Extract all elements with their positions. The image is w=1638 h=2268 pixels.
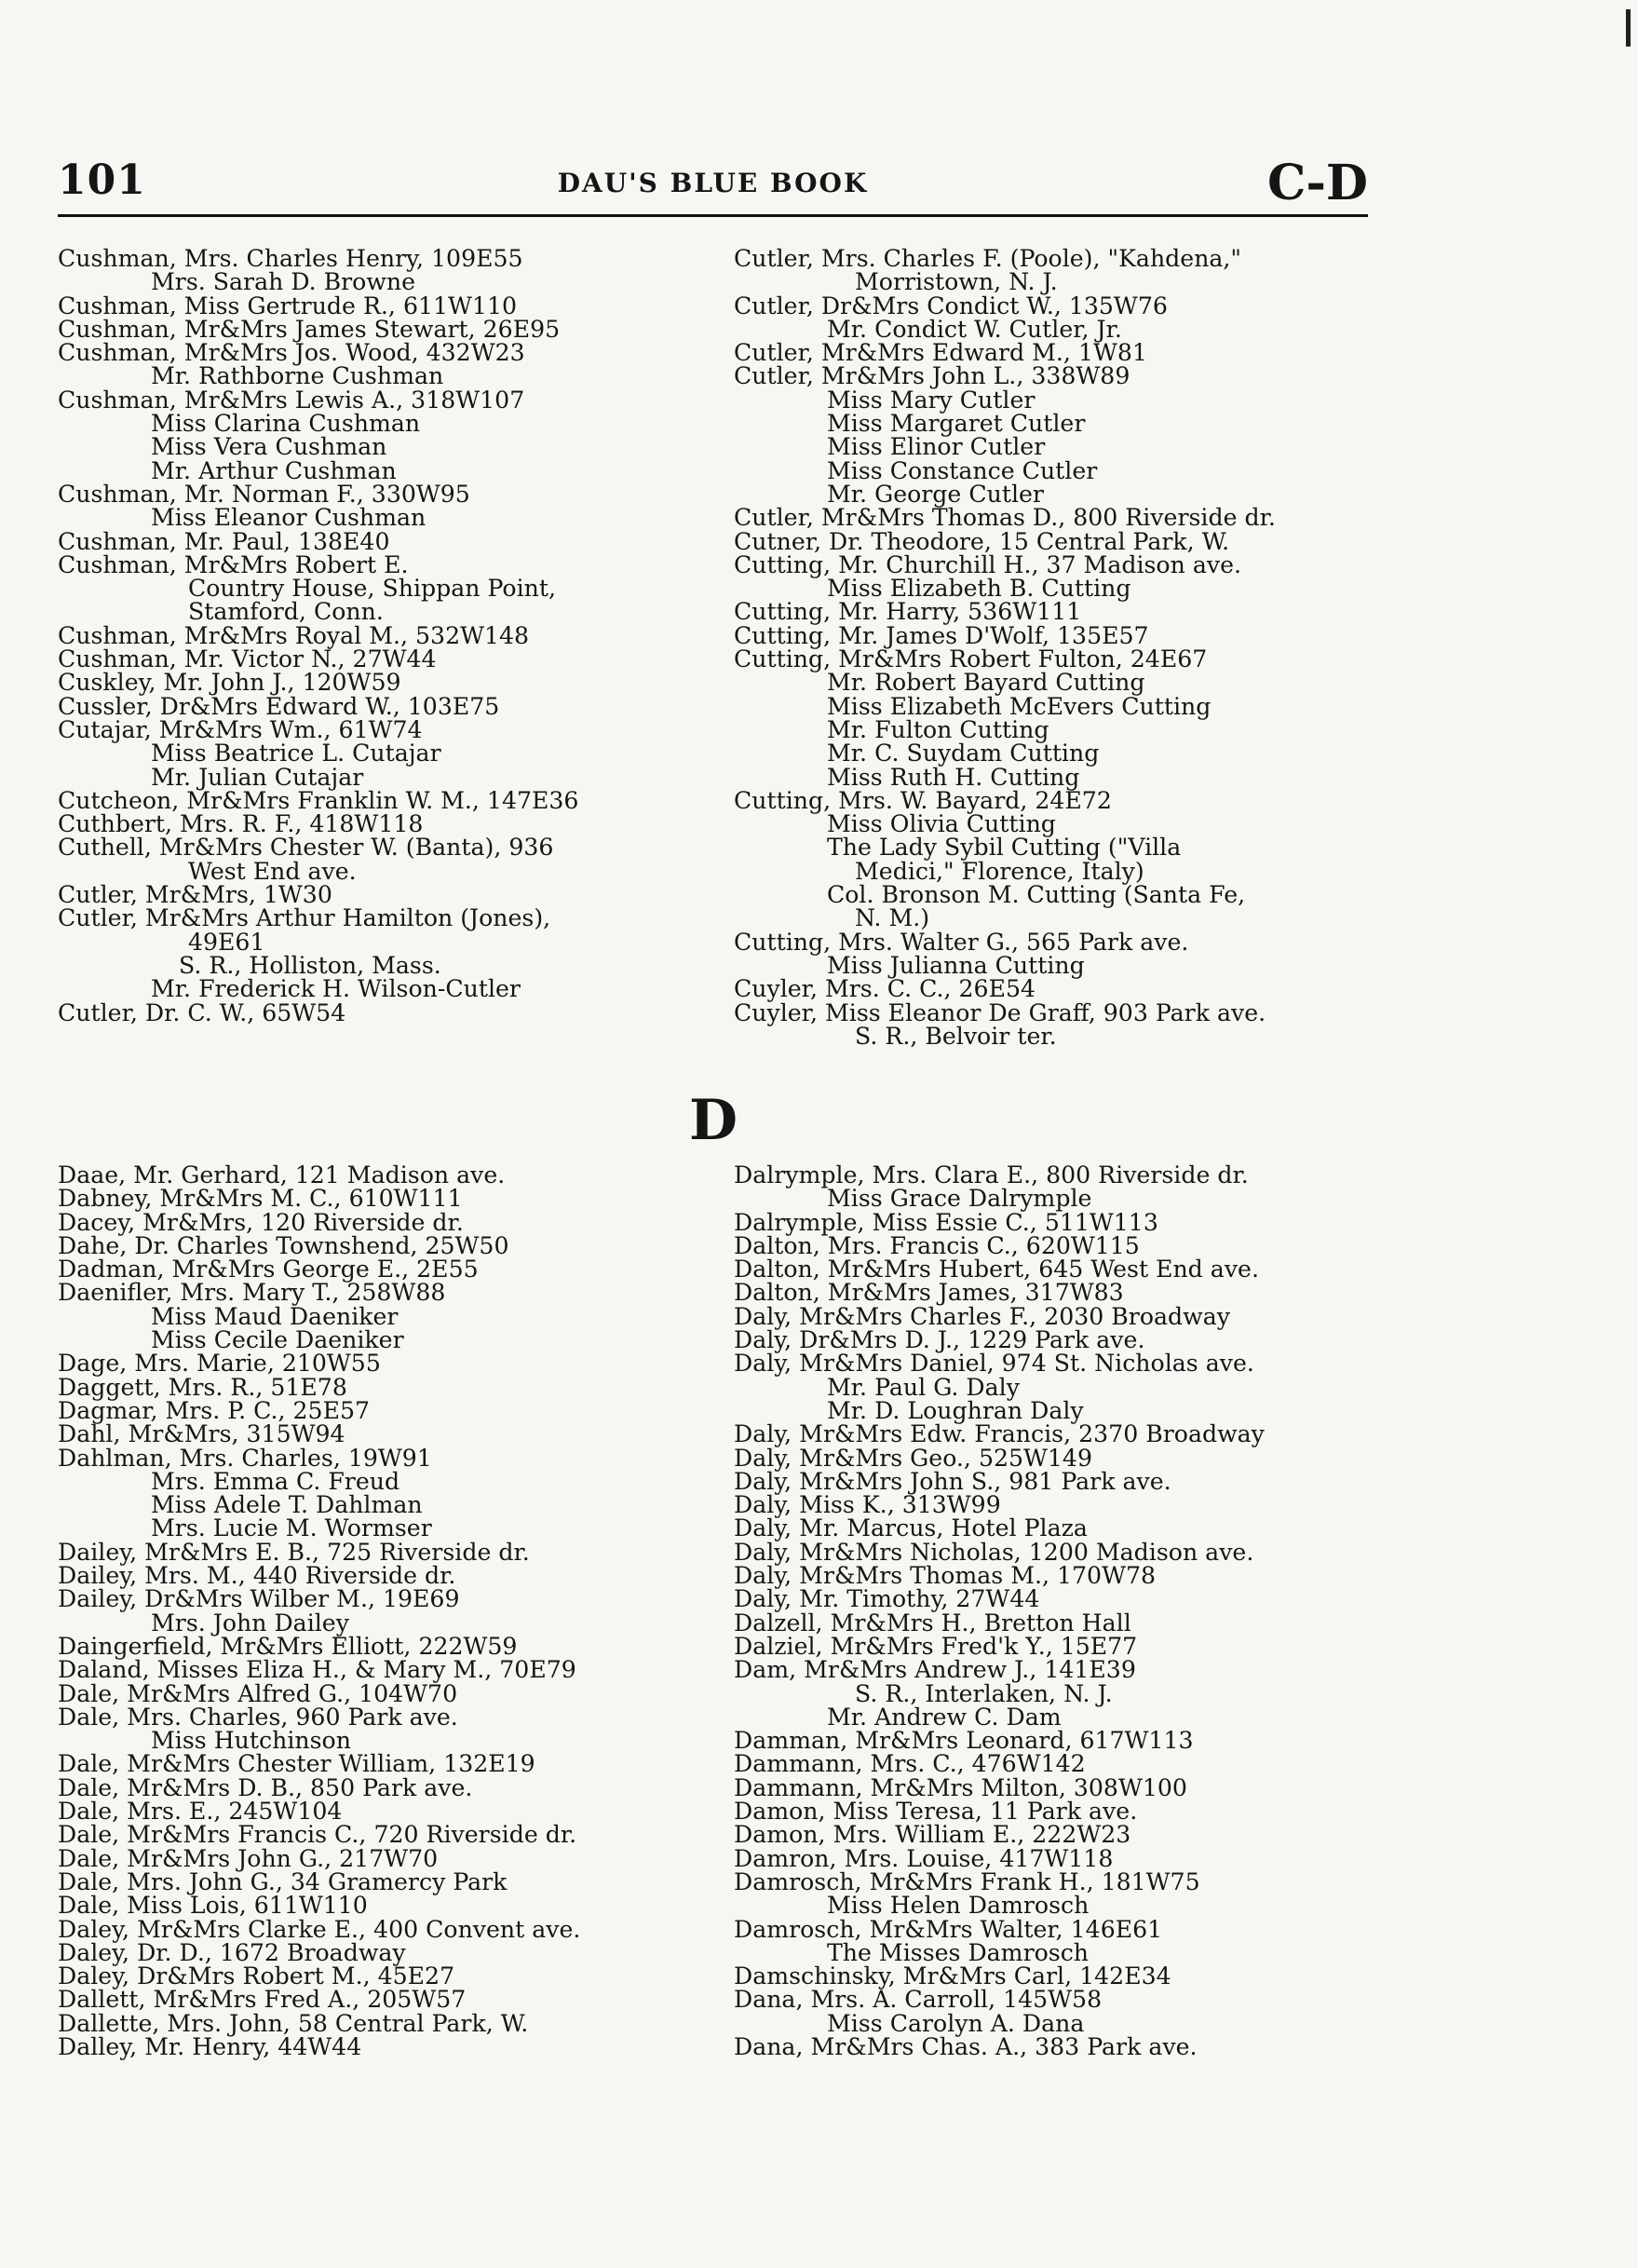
directory-entry: Cutler, Mr&Mrs Edward M., 1W81 — [734, 339, 1147, 367]
directory-entry: Daly, Dr&Mrs D. J., 1229 Park ave. — [734, 1326, 1145, 1354]
directory-entry: Daly, Mr&Mrs Daniel, 974 St. Nicholas ave. — [734, 1350, 1254, 1378]
directory-entry: Dale, Miss Lois, 611W110 — [58, 1892, 368, 1920]
directory-entry: Daley, Dr&Mrs Robert M., 45E27 — [58, 1962, 455, 1990]
directory-subentry: Morristown, N. J. — [855, 268, 1058, 296]
column-c-left — [58, 247, 700, 1025]
directory-entry: Dallett, Mr&Mrs Fred A., 205W57 — [58, 1986, 467, 2014]
directory-entry: Dalton, Mr&Mrs James, 317W83 — [734, 1279, 1124, 1307]
directory-subentry: Miss Clarina Cushman — [151, 410, 421, 438]
directory-subentry: Miss Helen Damrosch — [827, 1892, 1090, 1920]
directory-entry: Dale, Mr&Mrs Alfred G., 104W70 — [58, 1679, 458, 1707]
directory-entry: Dalrymple, Miss Essie C., 511W113 — [734, 1208, 1158, 1236]
directory-entry: Dale, Mr&Mrs John G., 217W70 — [58, 1844, 439, 1872]
directory-subentry: Miss Cecile Daeniker — [151, 1326, 404, 1354]
directory-entry: Cutting, Mr. Churchill H., 37 Madison ave. — [734, 550, 1241, 578]
directory-subentry: Mr. George Cutler — [827, 480, 1044, 508]
directory-subentry: Mr. Arthur Cushman — [151, 456, 397, 484]
directory-entry: Daland, Misses Eliza H., & Mary M., 70E79 — [58, 1656, 576, 1684]
directory-entry: Cushman, Mr. Norman F., 330W95 — [58, 480, 470, 508]
scan-edge-mark — [1626, 9, 1631, 47]
directory-entry: Daley, Dr. D., 1672 Broadway — [58, 1938, 406, 1966]
directory-subentry: The Lady Sybil Cutting ("Villa — [827, 834, 1182, 862]
directory-entry: Dahl, Mr&Mrs, 315W94 — [58, 1420, 345, 1448]
directory-entry: Dahe, Dr. Charles Townshend, 25W50 — [58, 1231, 509, 1259]
directory-entry: Daley, Mr&Mrs Clarke E., 400 Convent ave. — [58, 1915, 581, 1943]
directory-subentry: Miss Ruth H. Cutting — [827, 763, 1080, 791]
directory-entry: Cuthbert, Mrs. R. F., 418W118 — [58, 810, 424, 838]
directory-entry: Dalzell, Mr&Mrs H., Bretton Hall — [734, 1609, 1131, 1636]
directory-subentry: Mr. C. Suydam Cutting — [827, 740, 1100, 767]
directory-entry: Daly, Mr&Mrs Edw. Francis, 2370 Broadway — [734, 1420, 1265, 1448]
column-d-left — [58, 1163, 700, 2058]
directory-subentry: S. R., Holliston, Mass. — [179, 951, 441, 979]
directory-entry: Dacey, Mr&Mrs, 120 Riverside dr. — [58, 1208, 464, 1236]
directory-entry: Cutting, Mrs. W. Bayard, 24E72 — [734, 786, 1112, 814]
directory-entry: Dailey, Dr&Mrs Wilber M., 19E69 — [58, 1585, 460, 1613]
directory-entry: Cussler, Dr&Mrs Edward W., 103E75 — [58, 692, 500, 720]
page-header — [58, 156, 1368, 212]
directory-entry: Daly, Mr. Marcus, Hotel Plaza — [734, 1514, 1088, 1542]
directory-subentry: Miss Beatrice L. Cutajar — [151, 740, 441, 767]
directory-subentry: Mr. Julian Cutajar — [151, 763, 364, 791]
directory-entry: Dalrymple, Mrs. Clara E., 800 Riverside dr. — [734, 1161, 1249, 1188]
directory-entry: Cushman, Miss Gertrude R., 611W110 — [58, 292, 517, 319]
directory-entry: Daly, Mr. Timothy, 27W44 — [734, 1585, 1040, 1613]
directory-subentry: West End ave. — [188, 857, 357, 885]
column-c-right — [734, 247, 1367, 1048]
directory-subentry: Mr. Paul G. Daly — [827, 1373, 1020, 1401]
directory-entry: Cushman, Mr&Mrs Royal M., 532W148 — [58, 621, 530, 649]
directory-entry: Dammann, Mr&Mrs Milton, 308W100 — [734, 1773, 1187, 1801]
directory-subentry: The Misses Damrosch — [827, 1938, 1090, 1966]
directory-entry: Cutting, Mrs. Walter G., 565 Park ave. — [734, 928, 1189, 956]
directory-entry: Daae, Mr. Gerhard, 121 Madison ave. — [58, 1161, 506, 1188]
directory-entry: Dale, Mrs. John G., 34 Gramercy Park — [58, 1867, 508, 1895]
directory-entry: Cutler, Mr&Mrs Arthur Hamilton (Jones), — [58, 904, 551, 932]
directory-subentry: Mr. Condict W. Cutler, Jr. — [827, 315, 1122, 343]
directory-subentry: Miss Elizabeth B. Cutting — [827, 575, 1131, 603]
directory-entry: Dam, Mr&Mrs Andrew J., 141E39 — [734, 1656, 1136, 1684]
directory-entry: Daly, Miss K., 313W99 — [734, 1491, 1001, 1519]
directory-entry: Daly, Mr&Mrs Nicholas, 1200 Madison ave. — [734, 1538, 1254, 1566]
directory-entry: Cushman, Mr&Mrs James Stewart, 26E95 — [58, 315, 561, 343]
directory-subentry: S. R., Interlaken, N. J. — [855, 1679, 1113, 1707]
directory-entry: Dale, Mr&Mrs Chester William, 132E19 — [58, 1750, 535, 1778]
directory-subentry: Mrs. Lucie M. Wormser — [151, 1514, 432, 1542]
directory-subentry: Miss Hutchinson — [151, 1727, 351, 1755]
directory-entry: Dabney, Mr&Mrs M. C., 610W111 — [58, 1185, 463, 1213]
directory-entry: Cutting, Mr. James D'Wolf, 135E57 — [734, 621, 1149, 649]
directory-subentry: Miss Olivia Cutting — [827, 810, 1056, 838]
directory-entry: Daingerfield, Mr&Mrs Elliott, 222W59 — [58, 1632, 518, 1660]
directory-entry: Dana, Mr&Mrs Chas. A., 383 Park ave. — [734, 2032, 1198, 2060]
directory-entry: Cuyler, Mrs. C. C., 26E54 — [734, 975, 1036, 1003]
directory-subentry: Mrs. Emma C. Freud — [151, 1467, 400, 1495]
directory-entry: Dale, Mrs. E., 245W104 — [58, 1798, 343, 1826]
directory-entry: Dailey, Mr&Mrs E. B., 725 Riverside dr. — [58, 1538, 530, 1566]
directory-entry: Damron, Mrs. Louise, 417W118 — [734, 1844, 1114, 1872]
directory-entry: Cutler, Mr&Mrs John L., 338W89 — [734, 362, 1130, 390]
directory-entry: Dagmar, Mrs. P. C., 25E57 — [58, 1396, 371, 1424]
directory-entry: Dale, Mr&Mrs D. B., 850 Park ave. — [58, 1773, 473, 1801]
directory-entry: Cushman, Mr&Mrs Jos. Wood, 432W23 — [58, 339, 525, 367]
directory-entry: Cutajar, Mr&Mrs Wm., 61W74 — [58, 715, 423, 743]
directory-subentry: Miss Julianna Cutting — [827, 951, 1085, 979]
directory-subentry: Miss Adele T. Dahlman — [151, 1491, 423, 1519]
directory-subentry: Miss Elizabeth McEvers Cutting — [827, 692, 1212, 720]
directory-entry: Damman, Mr&Mrs Leonard, 617W113 — [734, 1727, 1194, 1755]
directory-entry: Dadman, Mr&Mrs George E., 2E55 — [58, 1256, 479, 1283]
directory-entry: Daly, Mr&Mrs Charles F., 2030 Broadway — [734, 1302, 1230, 1330]
directory-entry: Daly, Mr&Mrs Thomas M., 170W78 — [734, 1562, 1157, 1590]
directory-entry: Cutler, Dr&Mrs Condict W., 135W76 — [734, 292, 1168, 319]
directory-subentry: S. R., Belvoir ter. — [855, 1022, 1057, 1050]
directory-entry: Dallette, Mrs. John, 58 Central Park, W. — [58, 2009, 529, 2037]
directory-entry: Dage, Mrs. Marie, 210W55 — [58, 1350, 381, 1378]
page-number: 101 — [58, 156, 146, 204]
directory-entry: Daggett, Mrs. R., 51E78 — [58, 1373, 347, 1401]
directory-entry: Damon, Miss Teresa, 11 Park ave. — [734, 1798, 1138, 1826]
directory-entry: Cuthell, Mr&Mrs Chester W. (Banta), 936 — [58, 834, 554, 862]
directory-entry: Daly, Mr&Mrs John S., 981 Park ave. — [734, 1467, 1171, 1495]
directory-entry: Cushman, Mr&Mrs Lewis A., 318W107 — [58, 386, 525, 414]
directory-entry: Damon, Mrs. William E., 222W23 — [734, 1821, 1131, 1849]
directory-entry: Cutler, Mrs. Charles F. (Poole), "Kahdena," — [734, 245, 1242, 272]
directory-subentry: Country House, Shippan Point, — [188, 575, 556, 603]
directory-entry: Cuskley, Mr. John J., 120W59 — [58, 669, 401, 697]
directory-subentry: Miss Carolyn A. Dana — [827, 2009, 1085, 2037]
section-letters: C-D — [1266, 155, 1368, 211]
directory-subentry: Mr. Frederick H. Wilson-Cutler — [151, 975, 521, 1003]
directory-subentry: Mr. Andrew C. Dam — [827, 1703, 1062, 1731]
directory-subentry: Col. Bronson M. Cutting (Santa Fe, — [827, 881, 1246, 909]
directory-subentry: Stamford, Conn. — [188, 598, 384, 626]
directory-entry: Cutler, Mr&Mrs Thomas D., 800 Riverside dr. — [734, 504, 1276, 532]
directory-entry: Cutler, Dr. C. W., 65W54 — [58, 998, 346, 1026]
directory-subentry: Miss Margaret Cutler — [827, 410, 1086, 438]
directory-entry: Cutting, Mr&Mrs Robert Fulton, 24E67 — [734, 645, 1208, 673]
directory-entry: Cushman, Mrs. Charles Henry, 109E55 — [58, 245, 523, 272]
directory-entry: Damrosch, Mr&Mrs Frank H., 181W75 — [734, 1867, 1200, 1895]
directory-entry: Dammann, Mrs. C., 476W142 — [734, 1750, 1086, 1778]
directory-entry: Cushman, Mr&Mrs Robert E. — [58, 550, 409, 578]
directory-subentry: Miss Grace Dalrymple — [827, 1185, 1092, 1213]
directory-subentry: Miss Mary Cutler — [827, 386, 1036, 414]
directory-entry: Dalziel, Mr&Mrs Fred'k Y., 15E77 — [734, 1632, 1138, 1660]
directory-subentry: Mr. D. Loughran Daly — [827, 1396, 1084, 1424]
directory-subentry: 49E61 — [188, 928, 265, 956]
directory-subentry: Mr. Rathborne Cushman — [151, 362, 444, 390]
directory-entry: Cutting, Mr. Harry, 536W111 — [734, 598, 1082, 626]
directory-entry: Cutler, Mr&Mrs, 1W30 — [58, 881, 332, 909]
directory-subentry: Miss Elinor Cutler — [827, 433, 1046, 461]
book-title: DAU'S BLUE BOOK — [557, 168, 869, 198]
directory-entry: Dale, Mrs. Charles, 960 Park ave. — [58, 1703, 458, 1731]
directory-subentry: Mrs. Sarah D. Browne — [151, 268, 416, 296]
directory-subentry: Mr. Robert Bayard Cutting — [827, 669, 1145, 697]
directory-entry: Dana, Mrs. A. Carroll, 145W58 — [734, 1986, 1103, 2014]
directory-subentry: Miss Constance Cutler — [827, 456, 1098, 484]
directory-entry: Dalley, Mr. Henry, 44W44 — [58, 2032, 362, 2060]
directory-entry: Dalton, Mrs. Francis C., 620W115 — [734, 1231, 1140, 1259]
directory-entry: Cushman, Mr. Victor N., 27W44 — [58, 645, 437, 673]
directory-entry: Cutner, Dr. Theodore, 15 Central Park, W. — [734, 527, 1230, 555]
directory-entry: Dailey, Mrs. M., 440 Riverside dr. — [58, 1562, 456, 1590]
directory-entry: Cutcheon, Mr&Mrs Franklin W. M., 147E36 — [58, 786, 579, 814]
directory-subentry: Miss Vera Cushman — [151, 433, 387, 461]
directory-subentry: N. M.) — [855, 904, 930, 932]
directory-entry: Damrosch, Mr&Mrs Walter, 146E61 — [734, 1915, 1163, 1943]
directory-subentry: Mrs. John Dailey — [151, 1609, 349, 1636]
section-initial-d: D — [689, 1088, 738, 1153]
directory-subentry: Miss Eleanor Cushman — [151, 504, 426, 532]
directory-entry: Dale, Mr&Mrs Francis C., 720 Riverside dr. — [58, 1821, 577, 1849]
directory-entry: Dahlman, Mrs. Charles, 19W91 — [58, 1444, 432, 1472]
directory-subentry: Miss Maud Daeniker — [151, 1302, 399, 1330]
directory-subentry: Medici," Florence, Italy) — [855, 857, 1144, 885]
header-rule — [58, 214, 1368, 217]
directory-subentry: Mr. Fulton Cutting — [827, 715, 1049, 743]
directory-entry: Daly, Mr&Mrs Geo., 525W149 — [734, 1444, 1092, 1472]
directory-entry: Cushman, Mr. Paul, 138E40 — [58, 527, 390, 555]
directory-entry: Dalton, Mr&Mrs Hubert, 645 West End ave. — [734, 1256, 1259, 1283]
column-d-right — [734, 1163, 1367, 2058]
directory-entry: Damschinsky, Mr&Mrs Carl, 142E34 — [734, 1962, 1171, 1990]
directory-entry: Daenifler, Mrs. Mary T., 258W88 — [58, 1279, 446, 1307]
directory-entry: Cuyler, Miss Eleanor De Graff, 903 Park ave. — [734, 998, 1266, 1026]
